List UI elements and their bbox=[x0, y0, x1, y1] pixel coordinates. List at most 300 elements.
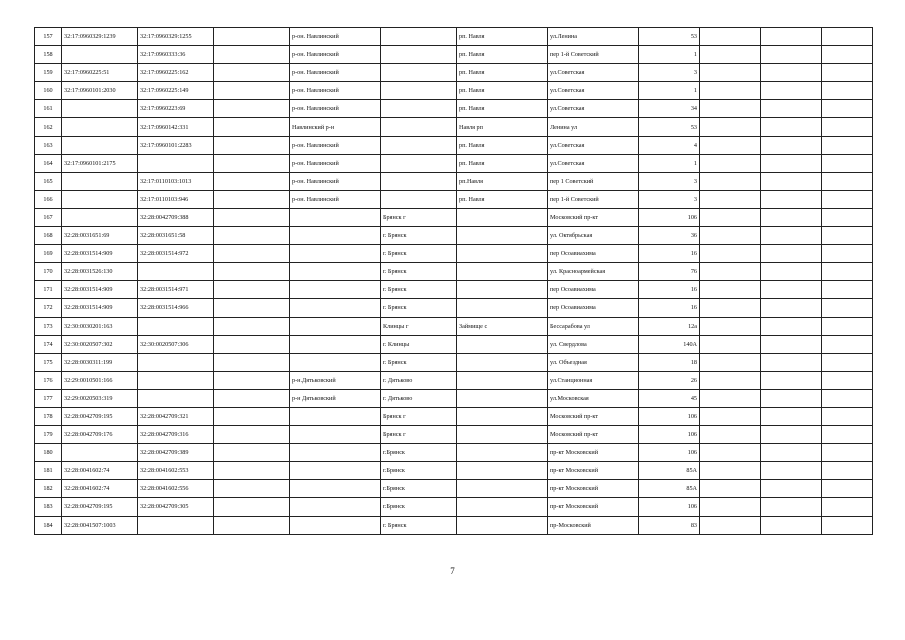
cell-city: г. Брянск bbox=[381, 516, 457, 534]
cell-cadastral-number: 32:28:0042709:176 bbox=[62, 426, 138, 444]
cell-district: р-он. Навлинский bbox=[290, 64, 381, 82]
cell-house-number: 36 bbox=[639, 227, 700, 245]
cell-settlement: рп. Навля bbox=[457, 82, 548, 100]
cell-cadastral-number-2 bbox=[138, 317, 214, 335]
cell-cadastral-number bbox=[62, 172, 138, 190]
cell-row-number: 158 bbox=[35, 46, 62, 64]
cell-street: ул. Объездная bbox=[548, 353, 639, 371]
cell-district: р-он. Навлинский bbox=[290, 190, 381, 208]
cell-cadastral-number: 32:28:0041602:74 bbox=[62, 480, 138, 498]
cell-street: ул.Ленина bbox=[548, 28, 639, 46]
cell-cadastral-number: 32:30:0030201:163 bbox=[62, 317, 138, 335]
cell-cadastral-number: 32:28:0031651:69 bbox=[62, 227, 138, 245]
cell-empty-column bbox=[214, 227, 290, 245]
cell-cadastral-number: 32:17:0960329:1239 bbox=[62, 28, 138, 46]
cell-street: пер 1-й Советский bbox=[548, 190, 639, 208]
cell-cadastral-number-2: 32:17:0960142:331 bbox=[138, 118, 214, 136]
cell-cadastral-number-2: 32:28:0042709:316 bbox=[138, 426, 214, 444]
cell-city: Брянск г bbox=[381, 208, 457, 226]
cell-extra-column-2 bbox=[761, 190, 822, 208]
table-row bbox=[35, 462, 873, 480]
cell-extra-column-3 bbox=[822, 82, 873, 100]
cell-street: пер 1 Советский bbox=[548, 172, 639, 190]
cell-city: г.Брянск bbox=[381, 462, 457, 480]
cell-extra-column-3 bbox=[822, 353, 873, 371]
cell-row-number: 172 bbox=[35, 299, 62, 317]
cell-extra-column-1 bbox=[700, 172, 761, 190]
cell-district: р-он. Навлинский bbox=[290, 154, 381, 172]
cell-street: Ленина ул bbox=[548, 118, 639, 136]
cell-extra-column-2 bbox=[761, 64, 822, 82]
cell-row-number: 159 bbox=[35, 64, 62, 82]
cell-cadastral-number: 32:17:0960101:2030 bbox=[62, 82, 138, 100]
cell-settlement bbox=[457, 498, 548, 516]
cell-settlement bbox=[457, 227, 548, 245]
cell-house-number: 140А bbox=[639, 335, 700, 353]
cell-extra-column-3 bbox=[822, 299, 873, 317]
cell-extra-column-1 bbox=[700, 299, 761, 317]
cell-cadastral-number bbox=[62, 444, 138, 462]
cell-city: г. Брянск bbox=[381, 299, 457, 317]
cell-district bbox=[290, 462, 381, 480]
cell-extra-column-1 bbox=[700, 263, 761, 281]
cell-extra-column-2 bbox=[761, 208, 822, 226]
cell-settlement bbox=[457, 335, 548, 353]
cell-house-number: 3 bbox=[639, 64, 700, 82]
table-row bbox=[35, 480, 873, 498]
cell-house-number: 18 bbox=[639, 353, 700, 371]
cell-extra-column-3 bbox=[822, 498, 873, 516]
cell-extra-column-2 bbox=[761, 227, 822, 245]
cell-empty-column bbox=[214, 371, 290, 389]
cell-house-number: 53 bbox=[639, 28, 700, 46]
cell-extra-column-2 bbox=[761, 371, 822, 389]
cell-cadastral-number: 32:28:0031514:909 bbox=[62, 299, 138, 317]
cell-house-number: 16 bbox=[639, 245, 700, 263]
cell-street: ул. Октябрьская bbox=[548, 227, 639, 245]
cell-house-number: 106 bbox=[639, 426, 700, 444]
cell-street: ул.Советская bbox=[548, 154, 639, 172]
cell-extra-column-2 bbox=[761, 263, 822, 281]
cell-cadastral-number-2: 32:17:0110103:946 bbox=[138, 190, 214, 208]
cell-street: ул.Станционная bbox=[548, 371, 639, 389]
cell-extra-column-1 bbox=[700, 154, 761, 172]
cell-empty-column bbox=[214, 353, 290, 371]
cell-district: р-н.Дятьковский bbox=[290, 371, 381, 389]
cell-extra-column-1 bbox=[700, 136, 761, 154]
cell-city bbox=[381, 100, 457, 118]
cell-row-number: 184 bbox=[35, 516, 62, 534]
cell-row-number: 167 bbox=[35, 208, 62, 226]
table-row bbox=[35, 389, 873, 407]
cell-cadastral-number: 32:28:0031514:909 bbox=[62, 281, 138, 299]
cell-cadastral-number-2: 32:30:0020507:306 bbox=[138, 335, 214, 353]
cell-extra-column-1 bbox=[700, 426, 761, 444]
table-row bbox=[35, 317, 873, 335]
cell-settlement: рп. Навля bbox=[457, 28, 548, 46]
cell-cadastral-number-2: 32:17:0960101:2283 bbox=[138, 136, 214, 154]
cell-extra-column-3 bbox=[822, 480, 873, 498]
cell-empty-column bbox=[214, 82, 290, 100]
cell-house-number: 76 bbox=[639, 263, 700, 281]
cell-cadastral-number-2: 32:17:0960225:162 bbox=[138, 64, 214, 82]
cell-cadastral-number bbox=[62, 118, 138, 136]
cell-empty-column bbox=[214, 136, 290, 154]
cell-extra-column-1 bbox=[700, 28, 761, 46]
cell-extra-column-3 bbox=[822, 172, 873, 190]
cell-city bbox=[381, 64, 457, 82]
cell-extra-column-1 bbox=[700, 245, 761, 263]
cell-district bbox=[290, 426, 381, 444]
cell-cadastral-number-2 bbox=[138, 371, 214, 389]
cell-house-number: 106 bbox=[639, 208, 700, 226]
cell-empty-column bbox=[214, 46, 290, 64]
cell-extra-column-3 bbox=[822, 389, 873, 407]
table-row bbox=[35, 516, 873, 534]
cell-city: г. Брянск bbox=[381, 245, 457, 263]
cell-empty-column bbox=[214, 407, 290, 425]
cell-street: Московский пр-кт bbox=[548, 407, 639, 425]
cell-cadastral-number-2: 32:17:0960333:36 bbox=[138, 46, 214, 64]
table-row bbox=[35, 136, 873, 154]
cell-cadastral-number: 32:28:0031514:909 bbox=[62, 245, 138, 263]
cell-extra-column-1 bbox=[700, 335, 761, 353]
cell-extra-column-2 bbox=[761, 407, 822, 425]
cell-empty-column bbox=[214, 480, 290, 498]
cell-district: Навлинский р-н bbox=[290, 118, 381, 136]
cell-empty-column bbox=[214, 516, 290, 534]
cell-city bbox=[381, 172, 457, 190]
cell-extra-column-1 bbox=[700, 407, 761, 425]
cell-settlement bbox=[457, 516, 548, 534]
cell-house-number: 26 bbox=[639, 371, 700, 389]
cell-street: Московский пр-кт bbox=[548, 426, 639, 444]
cell-extra-column-3 bbox=[822, 64, 873, 82]
cell-row-number: 173 bbox=[35, 317, 62, 335]
cell-settlement bbox=[457, 480, 548, 498]
cell-street: пр-кт Московский bbox=[548, 444, 639, 462]
cell-cadastral-number: 32:30:0020507:302 bbox=[62, 335, 138, 353]
cell-settlement: рп. Навля bbox=[457, 136, 548, 154]
cell-cadastral-number-2: 32:28:0041602:556 bbox=[138, 480, 214, 498]
cell-extra-column-2 bbox=[761, 335, 822, 353]
cell-house-number: 45 bbox=[639, 389, 700, 407]
cell-cadastral-number bbox=[62, 136, 138, 154]
cell-extra-column-1 bbox=[700, 100, 761, 118]
cell-extra-column-1 bbox=[700, 46, 761, 64]
page-number: 7 bbox=[450, 566, 455, 576]
table-row bbox=[35, 353, 873, 371]
cell-city bbox=[381, 82, 457, 100]
cell-row-number: 182 bbox=[35, 480, 62, 498]
cell-extra-column-2 bbox=[761, 172, 822, 190]
table-row bbox=[35, 46, 873, 64]
cell-city bbox=[381, 154, 457, 172]
table-row bbox=[35, 82, 873, 100]
cell-city: г.Брянск bbox=[381, 498, 457, 516]
cell-cadastral-number-2: 32:28:0031514:972 bbox=[138, 245, 214, 263]
cell-extra-column-2 bbox=[761, 353, 822, 371]
cell-empty-column bbox=[214, 389, 290, 407]
cell-extra-column-1 bbox=[700, 64, 761, 82]
cell-settlement bbox=[457, 299, 548, 317]
cell-city bbox=[381, 190, 457, 208]
cell-house-number: 16 bbox=[639, 281, 700, 299]
cell-cadastral-number-2 bbox=[138, 154, 214, 172]
cell-cadastral-number-2: 32:28:0031514:966 bbox=[138, 299, 214, 317]
cell-extra-column-1 bbox=[700, 389, 761, 407]
cell-cadastral-number: 32:29:0020503:319 bbox=[62, 389, 138, 407]
cell-extra-column-3 bbox=[822, 426, 873, 444]
cell-extra-column-1 bbox=[700, 498, 761, 516]
cell-street: пер Осоавиахима bbox=[548, 299, 639, 317]
cell-district: р-н Дятьковский bbox=[290, 389, 381, 407]
cell-extra-column-3 bbox=[822, 263, 873, 281]
cell-cadastral-number: 32:28:0031526:130 bbox=[62, 263, 138, 281]
cell-cadastral-number: 32:28:0041507:1003 bbox=[62, 516, 138, 534]
cell-row-number: 165 bbox=[35, 172, 62, 190]
table-row bbox=[35, 28, 873, 46]
cell-house-number: 4 bbox=[639, 136, 700, 154]
cell-settlement: рп. Навля bbox=[457, 154, 548, 172]
cell-city: г. Клинцы bbox=[381, 335, 457, 353]
cell-city: г.Брянск bbox=[381, 444, 457, 462]
cell-cadastral-number-2: 32:28:0031651:58 bbox=[138, 227, 214, 245]
cell-row-number: 161 bbox=[35, 100, 62, 118]
cell-extra-column-3 bbox=[822, 46, 873, 64]
cell-extra-column-2 bbox=[761, 444, 822, 462]
cell-cadastral-number-2 bbox=[138, 353, 214, 371]
table-row bbox=[35, 426, 873, 444]
cell-extra-column-2 bbox=[761, 245, 822, 263]
cell-extra-column-1 bbox=[700, 118, 761, 136]
cell-empty-column bbox=[214, 281, 290, 299]
cell-house-number: 34 bbox=[639, 100, 700, 118]
cell-street: пр-кт Московский bbox=[548, 462, 639, 480]
cell-settlement bbox=[457, 281, 548, 299]
table-row bbox=[35, 154, 873, 172]
cell-settlement bbox=[457, 426, 548, 444]
table-row bbox=[35, 299, 873, 317]
cell-cadastral-number-2: 32:28:0042709:389 bbox=[138, 444, 214, 462]
cell-city: г.Брянск bbox=[381, 480, 457, 498]
cell-cadastral-number-2: 32:28:0041602:553 bbox=[138, 462, 214, 480]
cell-empty-column bbox=[214, 299, 290, 317]
cell-cadastral-number bbox=[62, 100, 138, 118]
cell-street: пер 1-й Советский bbox=[548, 46, 639, 64]
cell-extra-column-3 bbox=[822, 28, 873, 46]
cell-district: р-он. Навлинский bbox=[290, 136, 381, 154]
cell-extra-column-3 bbox=[822, 444, 873, 462]
cell-district bbox=[290, 407, 381, 425]
cell-settlement bbox=[457, 462, 548, 480]
cell-empty-column bbox=[214, 335, 290, 353]
cell-district bbox=[290, 281, 381, 299]
cell-settlement: рп. Навля bbox=[457, 100, 548, 118]
cell-extra-column-3 bbox=[822, 462, 873, 480]
cell-city: Брянск г bbox=[381, 407, 457, 425]
cell-extra-column-1 bbox=[700, 281, 761, 299]
cell-district bbox=[290, 353, 381, 371]
cell-house-number: 1 bbox=[639, 82, 700, 100]
cell-extra-column-3 bbox=[822, 245, 873, 263]
cell-street: ул.Советская bbox=[548, 136, 639, 154]
cell-settlement: рп. Навля bbox=[457, 46, 548, 64]
cell-district bbox=[290, 516, 381, 534]
cell-house-number: 53 bbox=[639, 118, 700, 136]
cell-cadastral-number: 32:28:0041602:74 bbox=[62, 462, 138, 480]
cell-city: Брянск г bbox=[381, 426, 457, 444]
cell-extra-column-3 bbox=[822, 100, 873, 118]
cell-extra-column-2 bbox=[761, 498, 822, 516]
cell-city: г. Брянск bbox=[381, 353, 457, 371]
property-register-table bbox=[34, 27, 873, 535]
cell-house-number: 85А bbox=[639, 480, 700, 498]
cell-extra-column-3 bbox=[822, 335, 873, 353]
cell-district bbox=[290, 335, 381, 353]
cell-extra-column-1 bbox=[700, 462, 761, 480]
cell-house-number: 16 bbox=[639, 299, 700, 317]
cell-house-number: 3 bbox=[639, 172, 700, 190]
cell-city: Клинцы г bbox=[381, 317, 457, 335]
cell-row-number: 180 bbox=[35, 444, 62, 462]
cell-row-number: 174 bbox=[35, 335, 62, 353]
cell-extra-column-2 bbox=[761, 389, 822, 407]
cell-cadastral-number bbox=[62, 190, 138, 208]
cell-row-number: 176 bbox=[35, 371, 62, 389]
cell-extra-column-3 bbox=[822, 154, 873, 172]
cell-cadastral-number-2: 32:28:0042709:321 bbox=[138, 407, 214, 425]
cell-settlement bbox=[457, 389, 548, 407]
table-row bbox=[35, 64, 873, 82]
cell-house-number: 85А bbox=[639, 462, 700, 480]
cell-extra-column-2 bbox=[761, 28, 822, 46]
cell-extra-column-3 bbox=[822, 281, 873, 299]
cell-cadastral-number: 32:28:0042709:195 bbox=[62, 407, 138, 425]
cell-row-number: 160 bbox=[35, 82, 62, 100]
cell-cadastral-number-2: 32:17:0960329:1255 bbox=[138, 28, 214, 46]
cell-extra-column-3 bbox=[822, 118, 873, 136]
cell-extra-column-3 bbox=[822, 371, 873, 389]
table-row bbox=[35, 100, 873, 118]
cell-city bbox=[381, 28, 457, 46]
cell-row-number: 178 bbox=[35, 407, 62, 425]
cell-cadastral-number: 32:28:0030311:199 bbox=[62, 353, 138, 371]
cell-row-number: 157 bbox=[35, 28, 62, 46]
cell-extra-column-3 bbox=[822, 317, 873, 335]
cell-settlement bbox=[457, 208, 548, 226]
table-row bbox=[35, 172, 873, 190]
cell-house-number: 3 bbox=[639, 190, 700, 208]
table-row bbox=[35, 498, 873, 516]
cell-house-number: 106 bbox=[639, 444, 700, 462]
cell-settlement bbox=[457, 444, 548, 462]
cell-district bbox=[290, 444, 381, 462]
cell-street: ул. Красноармейская bbox=[548, 263, 639, 281]
table-row bbox=[35, 371, 873, 389]
cell-extra-column-3 bbox=[822, 136, 873, 154]
cell-street: пр-Московский bbox=[548, 516, 639, 534]
cell-settlement: Навля рп bbox=[457, 118, 548, 136]
cell-extra-column-3 bbox=[822, 227, 873, 245]
cell-row-number: 164 bbox=[35, 154, 62, 172]
cell-empty-column bbox=[214, 245, 290, 263]
cell-extra-column-2 bbox=[761, 462, 822, 480]
cell-cadastral-number-2 bbox=[138, 263, 214, 281]
cell-extra-column-2 bbox=[761, 46, 822, 64]
cell-empty-column bbox=[214, 263, 290, 281]
cell-extra-column-1 bbox=[700, 317, 761, 335]
cell-district bbox=[290, 299, 381, 317]
cell-settlement bbox=[457, 263, 548, 281]
cell-extra-column-2 bbox=[761, 317, 822, 335]
cell-district bbox=[290, 245, 381, 263]
cell-row-number: 177 bbox=[35, 389, 62, 407]
cell-settlement: рп. Навля bbox=[457, 64, 548, 82]
cell-cadastral-number-2: 32:28:0042709:305 bbox=[138, 498, 214, 516]
cell-extra-column-2 bbox=[761, 118, 822, 136]
cell-district bbox=[290, 208, 381, 226]
cell-settlement: рп. Навля bbox=[457, 190, 548, 208]
cell-cadastral-number: 32:17:0960225:51 bbox=[62, 64, 138, 82]
cell-empty-column bbox=[214, 426, 290, 444]
cell-city: г. Брянск bbox=[381, 281, 457, 299]
cell-street: пр-кт Московский bbox=[548, 498, 639, 516]
cell-row-number: 166 bbox=[35, 190, 62, 208]
cell-extra-column-2 bbox=[761, 281, 822, 299]
cell-extra-column-1 bbox=[700, 444, 761, 462]
cell-district bbox=[290, 263, 381, 281]
cell-cadastral-number-2: 32:17:0960225:149 bbox=[138, 82, 214, 100]
cell-row-number: 171 bbox=[35, 281, 62, 299]
cell-empty-column bbox=[214, 28, 290, 46]
cell-cadastral-number: 32:17:0960101:2175 bbox=[62, 154, 138, 172]
cell-empty-column bbox=[214, 208, 290, 226]
cell-settlement: Займище с bbox=[457, 317, 548, 335]
cell-house-number: 83 bbox=[639, 516, 700, 534]
table-row bbox=[35, 190, 873, 208]
cell-empty-column bbox=[214, 64, 290, 82]
cell-city: г. Дятьково bbox=[381, 389, 457, 407]
cell-empty-column bbox=[214, 462, 290, 480]
cell-extra-column-1 bbox=[700, 82, 761, 100]
cell-district: р-он. Навлинский bbox=[290, 172, 381, 190]
cell-city bbox=[381, 46, 457, 64]
cell-empty-column bbox=[214, 154, 290, 172]
cell-district: р-он. Навлинский bbox=[290, 28, 381, 46]
cell-empty-column bbox=[214, 100, 290, 118]
cell-row-number: 162 bbox=[35, 118, 62, 136]
cell-street: Московский пр-кт bbox=[548, 208, 639, 226]
cell-extra-column-1 bbox=[700, 208, 761, 226]
cell-cadastral-number-2 bbox=[138, 389, 214, 407]
cell-district: р-он. Навлинский bbox=[290, 46, 381, 64]
cell-extra-column-2 bbox=[761, 82, 822, 100]
table-row bbox=[35, 407, 873, 425]
cell-extra-column-2 bbox=[761, 136, 822, 154]
table-row bbox=[35, 263, 873, 281]
table-row bbox=[35, 281, 873, 299]
cell-district bbox=[290, 317, 381, 335]
cell-extra-column-1 bbox=[700, 353, 761, 371]
cell-house-number: 106 bbox=[639, 498, 700, 516]
cell-cadastral-number: 32:28:0042709:195 bbox=[62, 498, 138, 516]
cell-street: пер Осоавиахима bbox=[548, 281, 639, 299]
table-row bbox=[35, 245, 873, 263]
cell-empty-column bbox=[214, 172, 290, 190]
cell-row-number: 163 bbox=[35, 136, 62, 154]
register-table-body bbox=[35, 28, 873, 535]
